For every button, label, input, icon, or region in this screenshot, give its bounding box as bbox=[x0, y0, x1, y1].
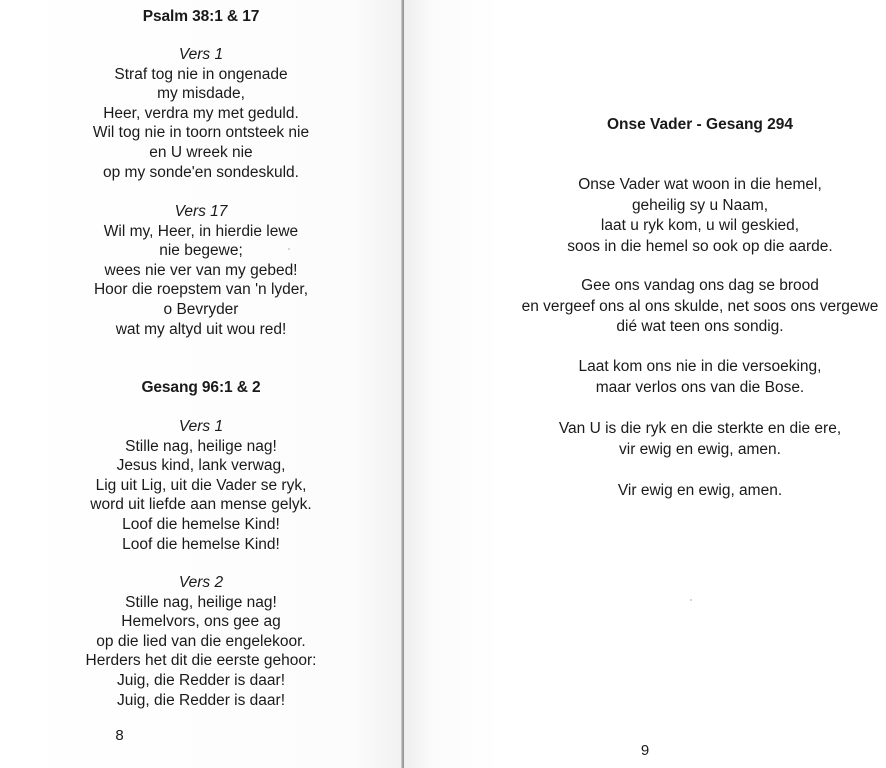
verse-line: op my sonde'en sondeskuld. bbox=[103, 163, 299, 181]
verse-line: Juig, die Redder is daar! bbox=[116, 671, 285, 689]
prayer-stanza-3 bbox=[514, 357, 886, 398]
psalm-verse-17 bbox=[0, 202, 402, 339]
prayer-title: Onse Vader - Gesang 294 bbox=[606, 116, 794, 133]
prayer-line: Laat kom ons nie in die versoeking, bbox=[578, 358, 822, 375]
verse-label: Vers 2 bbox=[178, 574, 224, 591]
verse-line: Lig uit Lig, uit die Vader se ryk, bbox=[95, 476, 307, 494]
prayer-line: Vir ewig en ewig, amen. bbox=[617, 482, 783, 499]
page-number-right bbox=[514, 742, 886, 760]
verse-line: Loof die hemelse Kind! bbox=[122, 535, 280, 553]
verse-line: Hemelvors, ons gee ag bbox=[121, 613, 281, 631]
verse-line: Heer, verdra my met geduld. bbox=[103, 104, 299, 122]
prayer-line: geheilig sy u Naam, bbox=[631, 196, 769, 214]
verse-line: Wil my, Heer, in hierdie lewe bbox=[103, 222, 299, 240]
verse-line: en U wreek nie bbox=[149, 143, 253, 161]
verse-line: Hoor die roepstem van 'n lyder, bbox=[93, 281, 309, 299]
prayer-line: Onse Vader wat woon in die hemel, bbox=[578, 176, 822, 193]
verse-label: Vers 1 bbox=[178, 418, 224, 435]
verse-line: Wil tog nie in toorn ontsteek nie bbox=[92, 124, 310, 142]
prayer-stanza-2 bbox=[514, 276, 886, 338]
hymn-verse-1 bbox=[0, 417, 402, 554]
page-left bbox=[0, 0, 402, 768]
verse-line: nie begewe; bbox=[159, 242, 243, 260]
prayer-line: dié wat teen ons sondig. bbox=[616, 318, 784, 335]
page-number-right-text: 9 bbox=[640, 742, 650, 759]
page-right bbox=[404, 0, 886, 768]
prayer-line: Gee ons vandag ons dag se brood bbox=[581, 277, 819, 294]
prayer-stanza-5 bbox=[514, 481, 886, 502]
prayer-line: laat u ryk kom, u wil geskied, bbox=[600, 217, 800, 234]
prayer-stanza-4 bbox=[514, 419, 886, 460]
hymn-verse-2 bbox=[0, 573, 402, 710]
verse-line: Herders het dit die eerste gehoor: bbox=[85, 652, 317, 670]
prayer-line: soos in die hemel so ook op die aarde. bbox=[567, 237, 833, 255]
verse-label: Vers 1 bbox=[178, 46, 224, 63]
verse-line: Straf tog nie in ongenade bbox=[114, 65, 288, 83]
paper-speck bbox=[288, 248, 290, 250]
hymn-title: Gesang 96:1 & 2 bbox=[141, 379, 261, 396]
verse-line: Stille nag, heilige nag! bbox=[125, 437, 277, 455]
verse-line: Jesus kind, lank verwag, bbox=[116, 457, 286, 475]
verse-line: Stille nag, heilige nag! bbox=[125, 593, 277, 611]
verse-line: Juig, die Redder is daar! bbox=[116, 691, 285, 709]
verse-line: op die lied van die engelekoor. bbox=[96, 632, 306, 650]
verse-line: wees nie ver van my gebed! bbox=[104, 261, 298, 279]
verse-line: wat my altyd uit wou red! bbox=[115, 320, 287, 338]
prayer-line: vir ewig en ewig, amen. bbox=[619, 440, 781, 458]
verse-line: word uit liefde aan mense gelyk. bbox=[90, 496, 312, 514]
prayer-stanza-1 bbox=[514, 175, 886, 257]
psalm-title: Psalm 38:1 & 17 bbox=[142, 8, 260, 25]
paper-speck bbox=[690, 599, 692, 601]
verse-line: o Bevryder bbox=[163, 300, 239, 318]
prayer-line: Van U is die ryk en die sterkte en die ere, bbox=[558, 420, 842, 437]
page-number-left: 8 bbox=[115, 727, 124, 744]
verse-line: my misdade, bbox=[157, 85, 245, 103]
verse-line: Loof die hemelse Kind! bbox=[122, 515, 280, 533]
psalm-verse-1 bbox=[0, 45, 402, 182]
verse-label: Vers 17 bbox=[174, 203, 228, 220]
prayer-line: maar verlos ons van die Bose. bbox=[595, 378, 805, 396]
prayer-line: en vergeef ons al ons skulde, net soos ons vergewe bbox=[521, 297, 879, 315]
